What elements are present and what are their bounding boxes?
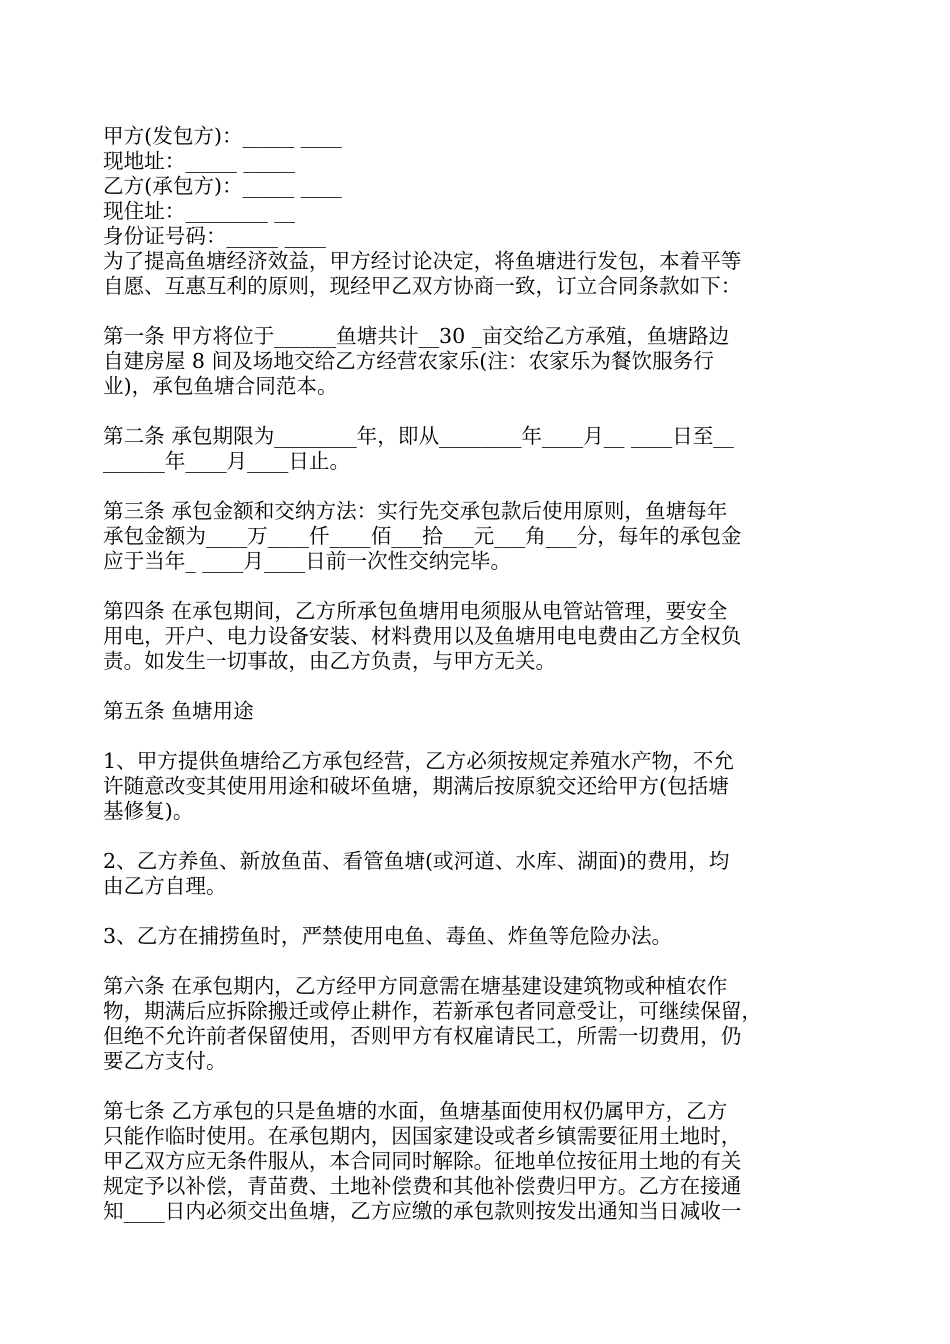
text-line: 第五条 鱼塘用途 <box>103 699 254 723</box>
text-line: 自建房屋 8 间及场地交给乙方经营农家乐(注：农家乐为餐饮服务行 <box>103 349 714 373</box>
text-line: 许随意改变其使用用途和破坏鱼塘，期满后按原貌交还给甲方(包括塘 <box>103 774 729 798</box>
text-line: 基修复)。 <box>103 799 194 823</box>
text-line: 要乙方支付。 <box>103 1049 227 1073</box>
contract-document <box>103 124 863 1224</box>
article-1-paragraph <box>103 324 863 399</box>
text-line: 但绝不允许前者保留使用，否则甲方有权雇请民工，所需一切费用，仍 <box>103 1024 742 1048</box>
paragraph-spacer <box>103 674 863 699</box>
text-line: 第六条 在承包期内，乙方经甲方同意需在塘基建设建筑物或种植农作 <box>103 974 728 998</box>
paragraph-spacer <box>103 899 863 924</box>
intro-paragraph <box>103 249 863 299</box>
text-line: 规定予以补偿，青苗费、土地补偿费和其他补偿费归甲方。乙方在接通 <box>103 1174 742 1198</box>
text-line: 2、乙方养鱼、新放鱼苗、看管鱼塘(或河道、水库、湖面)的费用，均 <box>103 849 730 873</box>
text-line: 承包金额为____万____仟____佰___拾___元___角___分，每年的承包金 <box>103 524 742 548</box>
text-line: 物，期满后应拆除搬迁或停止耕作，若新承包者同意受让，可继续保留， <box>103 999 762 1023</box>
text-line: 业)，承包鱼塘合同范本。 <box>103 374 338 398</box>
text-line: 3、乙方在捕捞鱼时，严禁使用电鱼、毒鱼、炸鱼等危险办法。 <box>103 924 673 948</box>
paragraph-spacer <box>103 574 863 599</box>
text-line: 1、甲方提供鱼塘给乙方承包经营，乙方必须按规定养殖水产物，不允 <box>103 749 734 773</box>
article-2-paragraph <box>103 424 863 474</box>
article-6-paragraph <box>103 974 863 1074</box>
article-5-item-1 <box>103 749 863 824</box>
paragraph-spacer <box>103 949 863 974</box>
contract-body <box>103 249 863 1224</box>
text-line: 甲乙双方应无条件服从，本合同同时解除。征地单位按征用土地的有关 <box>103 1149 742 1173</box>
paragraph-spacer <box>103 474 863 499</box>
paragraph-spacer <box>103 1074 863 1099</box>
paragraph-spacer <box>103 399 863 424</box>
text-line: 第七条 乙方承包的只是鱼塘的水面，鱼塘基面使用权仍属甲方，乙方 <box>103 1099 728 1123</box>
text-line: 责。如发生一切事故，由乙方负责，与甲方无关。 <box>103 649 557 673</box>
text-line: 第三条 承包金额和交纳方法：实行先交承包款后使用原则，鱼塘每年 <box>103 499 728 523</box>
text-line: ______年____月____日止。 <box>103 449 351 473</box>
text-line: 为了提高鱼塘经济效益，甲方经讨论决定，将鱼塘进行发包，本着平等 <box>103 249 742 273</box>
text-line: 自愿、互惠互利的原则，现经甲乙双方协商一致，订立合同条款如下： <box>103 274 742 298</box>
article-4-paragraph <box>103 599 863 674</box>
party-b-address-line: 现住址：________ __ <box>103 199 295 223</box>
party-info-block <box>103 124 863 249</box>
text-line: 第一条 甲方将位于______鱼塘共计__30 _亩交给乙方承殖，鱼塘路边 <box>103 324 730 348</box>
paragraph-spacer <box>103 299 863 324</box>
text-line: 第四条 在承包期间，乙方所承包鱼塘用电须服从电管站管理，要安全 <box>103 599 728 623</box>
text-line: 知____日内必须交出鱼塘，乙方应缴的承包款则按发出通知当日减收一 <box>103 1199 742 1223</box>
id-number-line: 身份证号码：_____ ____ <box>103 224 326 248</box>
article-7-paragraph <box>103 1099 863 1224</box>
article-5-heading <box>103 699 863 724</box>
text-line: 由乙方自理。 <box>103 874 227 898</box>
text-line: 用电，开户、电力设备安装、材料费用以及鱼塘用电电费由乙方全权负 <box>103 624 742 648</box>
article-5-item-2 <box>103 849 863 899</box>
party-b-line: 乙方(承包方)：_____ ____ <box>103 174 342 198</box>
article-3-paragraph <box>103 499 863 574</box>
text-line: 只能作临时使用。在承包期内，因国家建设或者乡镇需要征用土地时， <box>103 1124 742 1148</box>
party-a-address-line: 现地址：_____ _____ <box>103 149 295 173</box>
party-a-line: 甲方(发包方)：_____ ____ <box>103 124 342 148</box>
paragraph-spacer <box>103 724 863 749</box>
paragraph-spacer <box>103 824 863 849</box>
text-line: 应于当年_ ____月____日前一次性交纳完毕。 <box>103 549 512 573</box>
article-5-item-3 <box>103 924 863 949</box>
text-line: 第二条 承包期限为________年，即从________年____月__ ____日至__ <box>103 424 734 448</box>
